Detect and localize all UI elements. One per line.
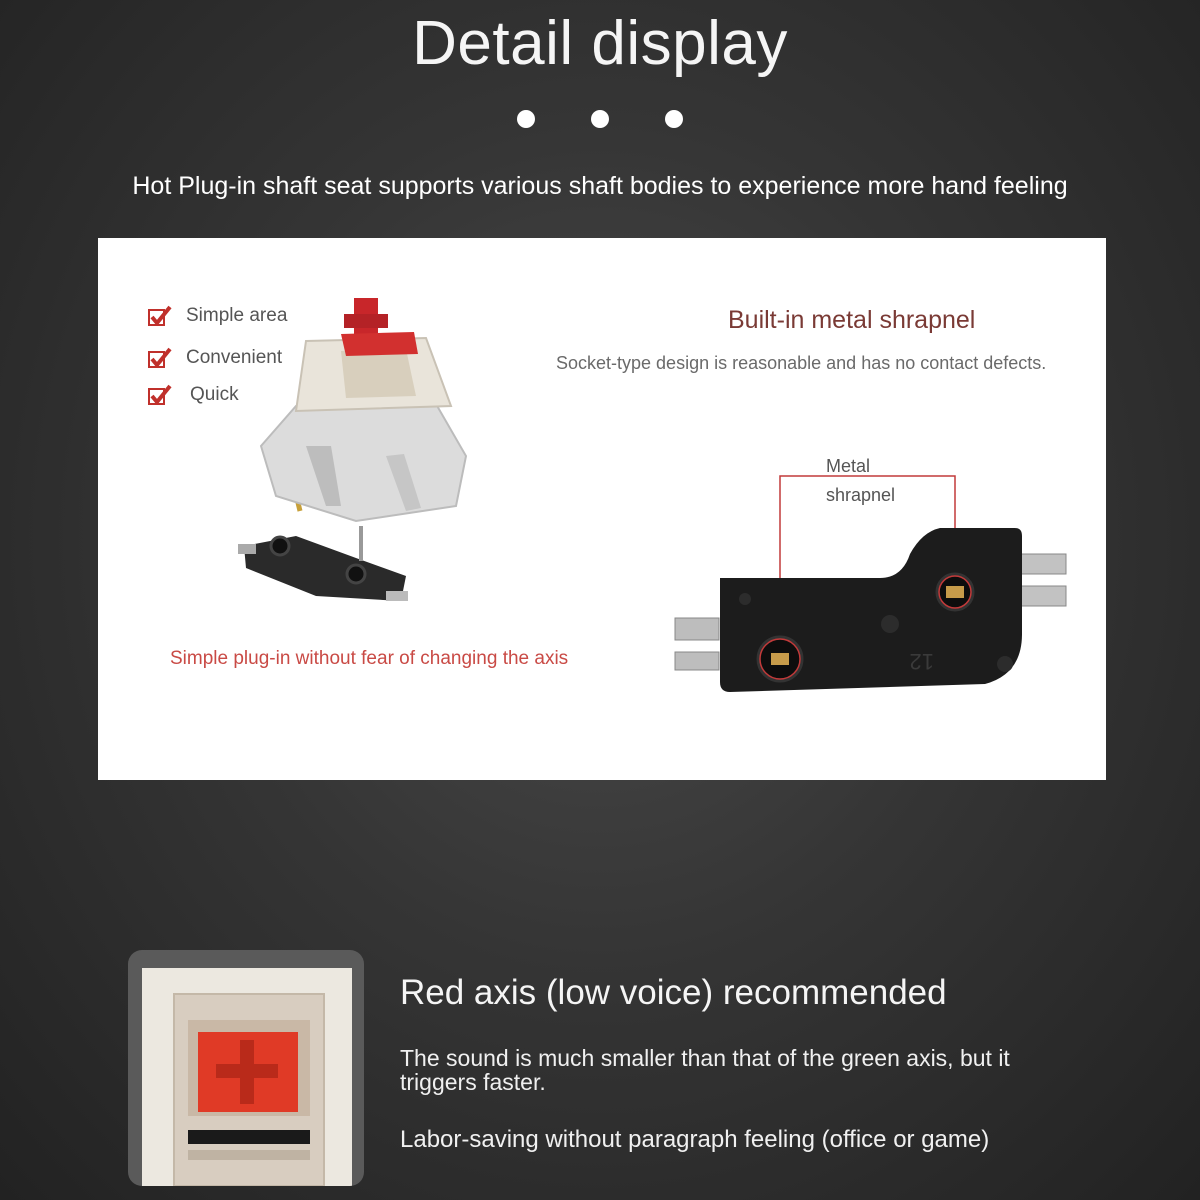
red-switch-image bbox=[128, 950, 364, 1186]
shrapnel-title: Built-in metal shrapnel bbox=[728, 306, 976, 334]
socket-detail-illustration bbox=[670, 474, 1075, 698]
feature-label: Simple area bbox=[186, 305, 288, 326]
checkmark-icon bbox=[148, 347, 172, 369]
feature-label: Convenient bbox=[186, 347, 283, 368]
feature-quick bbox=[148, 384, 239, 406]
page-title: Detail display bbox=[412, 9, 788, 78]
detail-panel bbox=[98, 238, 1106, 780]
plugin-caption: Simple plug-in without fear of changing the axis bbox=[170, 648, 569, 669]
dot-3 bbox=[665, 110, 683, 128]
shrapnel-description: Socket-type design is reasonable and has no contact defects. bbox=[556, 353, 1047, 373]
pagination-dots bbox=[0, 110, 1200, 130]
switch-socket-illustration bbox=[236, 296, 526, 626]
red-axis-description: The sound is much smaller than that of the green axis, but it triggers faster. bbox=[400, 1045, 1010, 1095]
checkmark-icon bbox=[148, 384, 172, 406]
page-subtitle: Hot Plug-in shaft seat supports various shaft bodies to experience more hand feeling bbox=[132, 172, 1068, 200]
red-switch-photo bbox=[128, 950, 364, 1186]
checkmark-icon bbox=[148, 305, 172, 327]
dot-2 bbox=[591, 110, 609, 128]
feature-label: Quick bbox=[190, 384, 239, 405]
socket-number: 12 bbox=[909, 649, 934, 674]
metal-label-line2: shrapnel bbox=[826, 485, 896, 505]
red-axis-title: Red axis (low voice) recommended bbox=[400, 973, 947, 1012]
dot-1 bbox=[517, 110, 535, 128]
metal-label-line1: Metal bbox=[826, 456, 871, 476]
red-axis-usage: Labor-saving without paragraph feeling (office or game) bbox=[400, 1126, 990, 1153]
